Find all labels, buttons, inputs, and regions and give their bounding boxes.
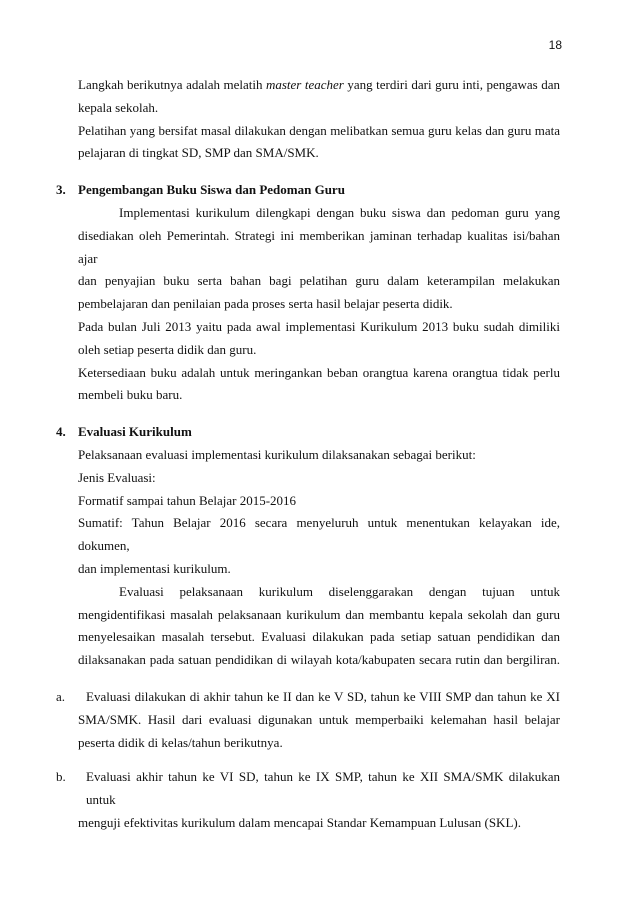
section-3-title: Pengembangan Buku Siswa dan Pedoman Guru [78,182,345,198]
intro-line-3: Pelatihan yang bersifat masal dilakukan dengan melibatkan semua guru kelas dan guru mata [78,122,560,138]
page-number: 18 [548,38,562,52]
section-3-line: Ketersediaan buku adalah untuk meringankan beban orangtua karena orangtua tidak perlu [78,364,560,380]
section-3-line: disediakan oleh Pemerintah. Strategi ini memberikan jaminan terhadap kualitas isi/bahan ajar [78,227,560,266]
section-4-line: Jenis Evaluasi: [78,469,156,485]
section-4-title: Evaluasi Kurikulum [78,424,192,440]
intro-line-1: Langkah berikutnya adalah melatih master teacher yang terdiri dari guru inti, pengawas dan [78,77,561,92]
section-4-line: mengidentifikasi masalah pelaksanaan kurikulum dan membantu kepala sekolah dan guru [78,606,560,622]
intro-line-4: pelajaran di tingkat SD, SMP dan SMA/SMK. [78,145,319,161]
section-4-line: Sumatif: Tahun Belajar 2016 secara menyeluruh untuk menentukan kelayakan ide, dokumen, [78,515,560,554]
list-marker-b: b. [56,769,66,785]
section-4-line: Pelaksanaan evaluasi implementasi kurikulum dilaksanakan sebagai berikut: [78,446,476,462]
section-3-line: Implementasi kurikulum dilengkapi dengan buku siswa dan pedoman guru yang [119,204,560,220]
master-teacher-term: master teacher [265,77,344,92]
section-3-number: 3. [56,182,66,198]
section-4-line: Evaluasi pelaksanaan kurikulum diselenggarakan dengan tujuan untuk [119,583,560,599]
section-4-heading [56,421,560,444]
section-3-line: Pada bulan Juli 2013 yaitu pada awal implementasi Kurikulum 2013 buku sudah dimiliki [78,318,560,334]
intro-line-2: kepala sekolah. [78,99,159,115]
section-3-line: dan penyajian buku serta bahan bagi pelatihan guru dalam keterampilan melakukan [78,273,560,289]
list-item-a [56,686,560,709]
document-body [56,74,560,835]
list-marker-a: a. [56,688,66,704]
section-4-line: dan implementasi kurikulum. [78,560,231,576]
section-3-line: membeli buku baru. [78,387,183,403]
section-3-line: pembelajaran dan penilaian pada proses serta hasil belajar peserta didik. [78,296,453,312]
section-3-heading [56,179,560,202]
list-item-a-line: Evaluasi dilakukan di akhir tahun ke II dan ke V SD, tahun ke VIII SMP dan tahun ke XI [86,688,560,704]
list-item-b-line: Evaluasi akhir tahun ke VI SD, tahun ke IX SMP, tahun ke XII SMA/SMK dilakukan untuk [86,769,560,808]
section-4-line: Formatif sampai tahun Belajar 2015-2016 [78,492,297,508]
list-item-b [56,766,560,812]
list-item-b-line: menguji efektivitas kurikulum dalam mencapai Standar Kemampuan Lulusan (SKL). [78,814,521,830]
section-4-line: dilaksanakan pada satuan pendidikan di wilayah kota/kabupaten secara rutin dan bergiliran. [78,652,560,668]
list-item-a-line: SMA/SMK. Hasil dari evaluasi digunakan untuk memperbaiki kelemahan hasil belajar [78,711,560,727]
section-3-line: oleh setiap peserta didik dan guru. [78,341,257,357]
list-item-a-line: peserta didik di kelas/tahun berikutnya. [78,734,283,750]
section-4-number: 4. [56,424,66,440]
section-4-line: menyelesaikan masalah tersebut. Evaluasi dilakukan pada setiap satuan pendidikan dan [78,629,560,645]
